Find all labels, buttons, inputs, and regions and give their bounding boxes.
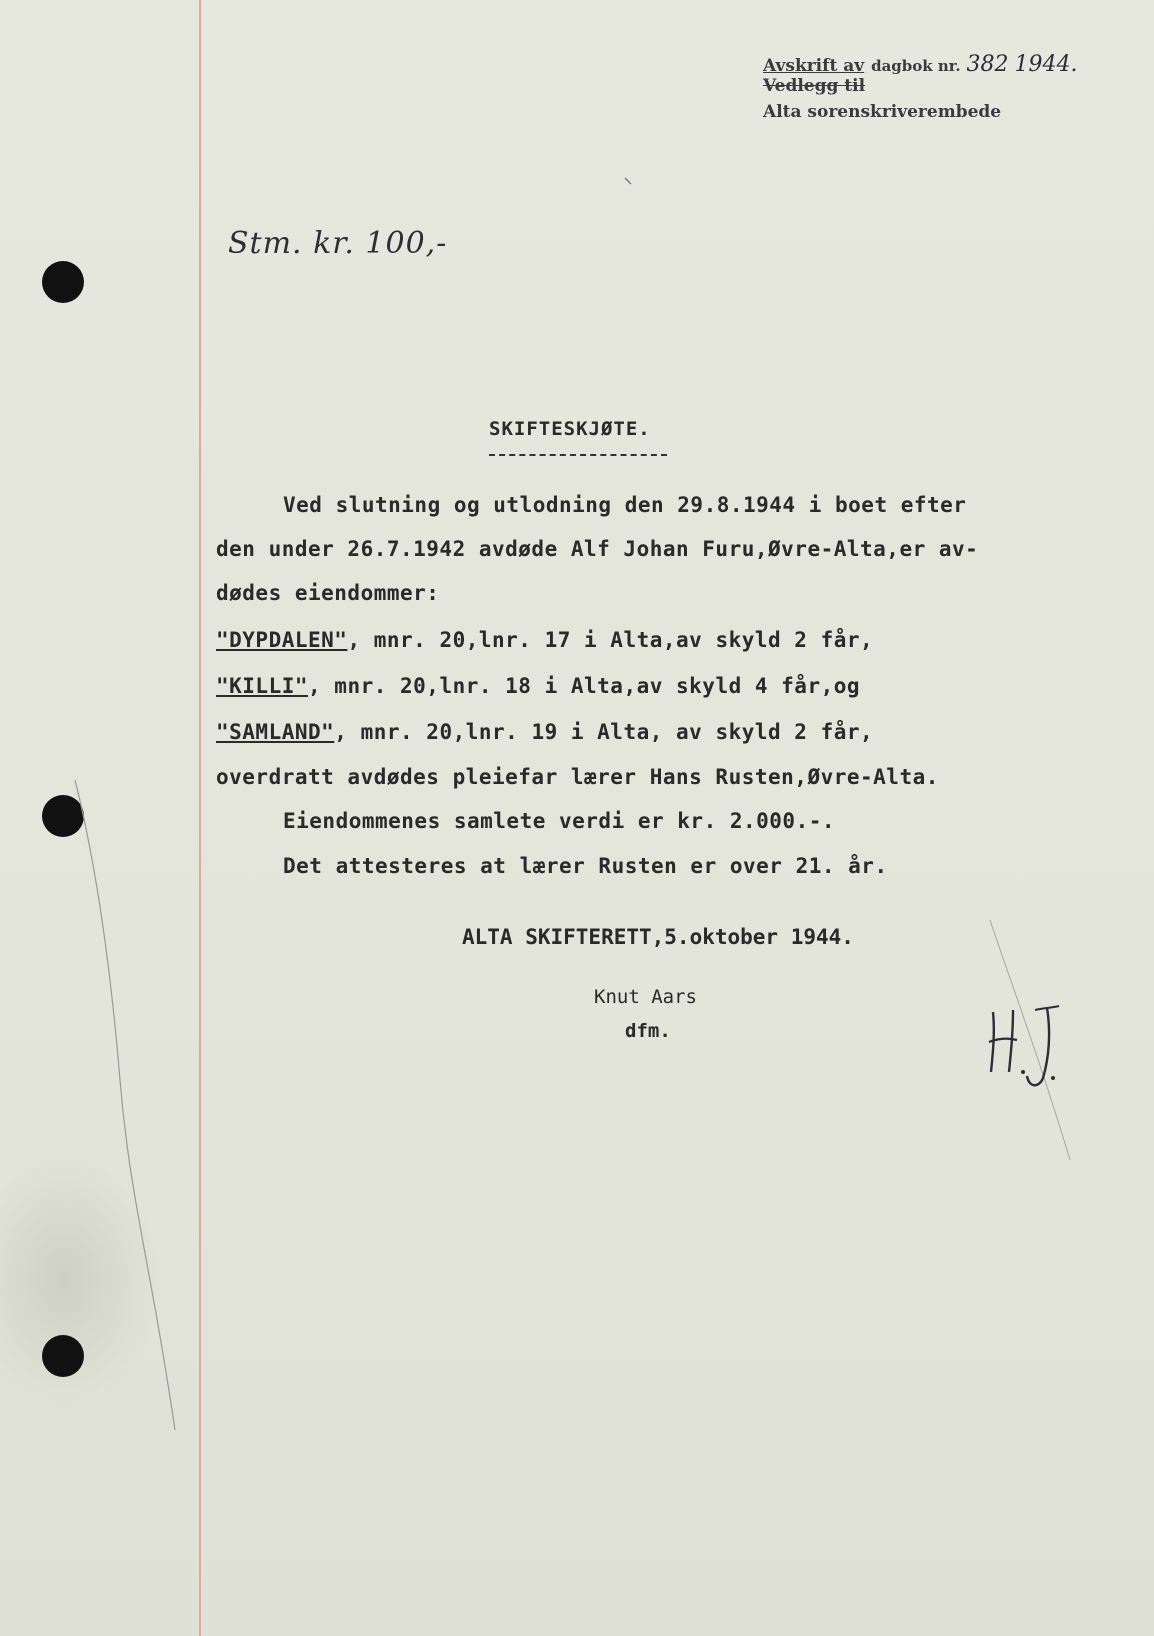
property-line [216,720,873,744]
stamp-journal-label: dagbok nr. [871,57,961,75]
place-date: ALTA SKIFTERETT,5.oktober 1944. [462,925,854,949]
handwritten-initials [985,1002,1065,1092]
property-details: , mnr. 20,lnr. 18 i Alta,av skyld 4 får,og [308,674,861,698]
paragraph-line: dødes eiendommer: [216,581,440,605]
paragraph-line: Ved slutning og utlodning den 29.8.1944 i boet efter [283,493,967,517]
paper-stain [0,1150,160,1410]
property-name: "SAMLAND" [216,720,335,744]
transfer-line: overdratt avdødes pleiefar lærer Hans Rusten,Øvre-Alta. [216,765,939,789]
stamp-office: Alta sorenskriverembede [763,102,1002,122]
property-details: , mnr. 20,lnr. 19 i Alta, av skyld 2 får, [334,720,874,744]
value-line: Eiendommenes samlete verdi er kr. 2.000.-. [283,809,836,833]
punch-hole-top [42,261,84,303]
signer-title: dfm. [625,1020,671,1042]
signer-name: Knut Aars [594,986,697,1008]
stamp-copy-label: Avskrift av [763,56,865,76]
margin-rule [199,0,201,1636]
paragraph-line: den under 26.7.1942 avdøde Alf Johan Furu,Øvre-Alta,er av- [216,537,979,561]
punch-hole-bottom [42,1335,84,1377]
attest-line: Det attesteres at lærer Rusten er over 21. år. [283,854,888,878]
property-name: "DYPDALEN" [216,628,348,652]
stamp-year: 1944. [1014,52,1078,77]
property-line [216,628,873,652]
property-details: , mnr. 20,lnr. 17 i Alta,av skyld 2 får, [347,628,874,652]
property-name: "KILLI" [216,674,309,698]
property-line [216,674,860,698]
archive-stamp [763,52,1078,122]
stamp-journal-number: 382 [966,52,1009,77]
document-title: SKIFTESKJØTE. [489,418,651,440]
title-underline [489,454,667,456]
stamp-attachment-label: Vedlegg til [763,76,866,96]
punch-hole-middle [42,795,84,837]
fee-note: Stm. kr. 100,- [228,226,448,261]
